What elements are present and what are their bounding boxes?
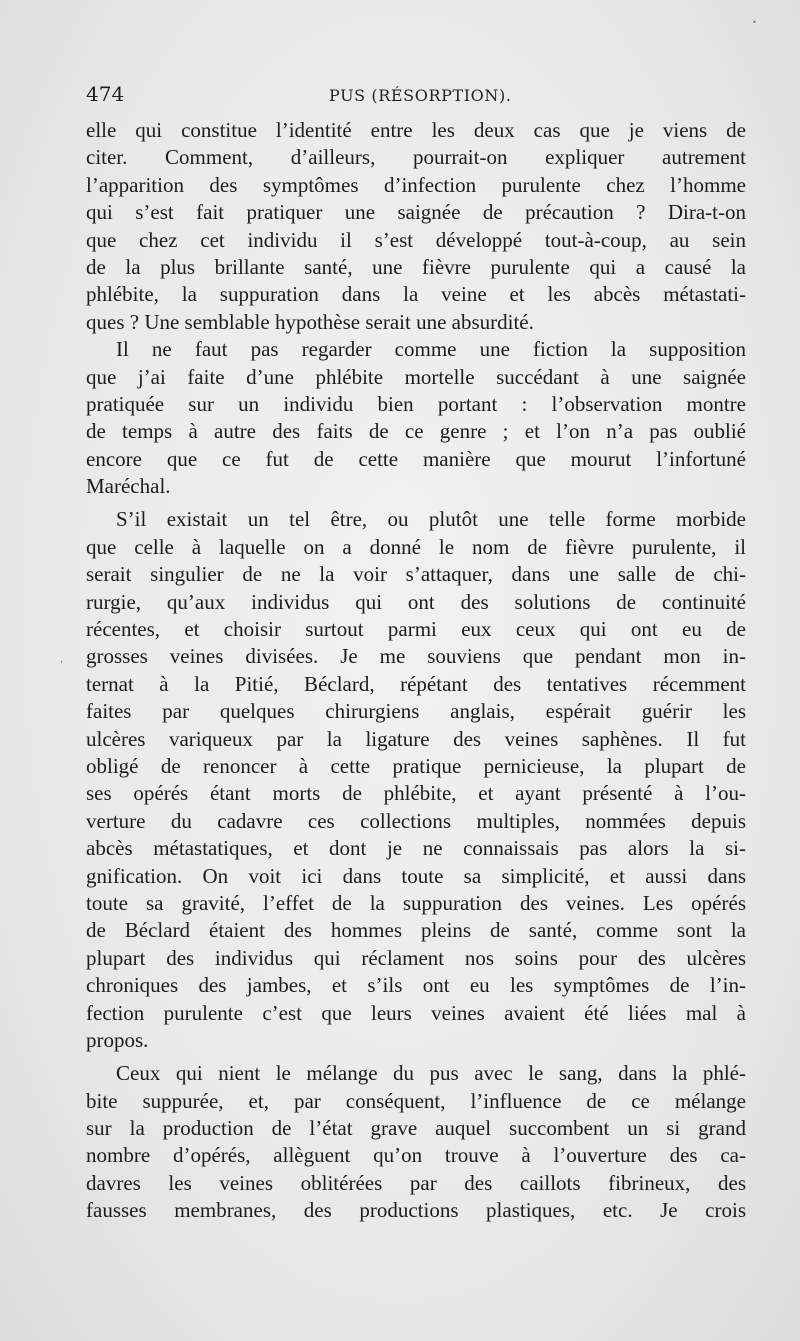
text-line: gnification. On voit ici dans toute sa simplicité, et aussi dans (86, 863, 746, 888)
text-line: fausses membranes, des productions plastiques, etc. Je crois (86, 1198, 746, 1223)
text-line: encore que ce fut de cette manière que mourut l’infortuné (86, 446, 746, 471)
paragraph (86, 336, 746, 500)
page-speck: • (752, 18, 757, 27)
text-line: pratiquée sur un individu bien portant : l’observation montre (86, 391, 746, 416)
text-line: obligé de renoncer à cette pratique pernicieuse, la plupart de (86, 753, 746, 778)
paragraph (86, 506, 746, 1054)
text-line: qui s’est fait pratiquer une saignée de précaution ? Dira-t-on (86, 200, 746, 225)
body-text (86, 117, 746, 1225)
page-header (86, 82, 746, 108)
text-line: ternat à la Pitié, Béclard, répétant des tentatives récemment (86, 671, 746, 696)
text-line: ses opérés étant morts de phlébite, et ayant présenté à l’ou- (86, 781, 746, 806)
text-line: grosses veines divisées. Je me souviens que pendant mon in- (86, 644, 746, 669)
text-line: plupart des individus qui réclament nos soins pour des ulcères (86, 945, 746, 970)
text-line: ulcères variqueux par la ligature des veines saphènes. Il fut (86, 726, 746, 751)
text-line: davres les veines oblitérées par des caillots fibrineux, des (86, 1170, 746, 1195)
text-line: propos. (86, 1027, 149, 1052)
text-line: sur la production de l’état grave auquel succombent un si grand (86, 1116, 746, 1141)
text-line: serait singulier de ne la voir s’attaquer, dans une salle de chi- (86, 562, 746, 587)
text-line: verture du cadavre ces collections multiples, nommées depuis (86, 808, 746, 833)
text-line: phlébite, la suppuration dans la veine et les abcès métastati- (86, 282, 746, 307)
text-line: que j’ai faite d’une phlébite mortelle succédant à une saignée (86, 364, 746, 389)
text-line: ques ? Une semblable hypothèse serait une absurdité. (86, 309, 534, 334)
text-line: de Béclard étaient des hommes pleins de santé, comme sont la (86, 918, 746, 943)
text-line: l’apparition des symptômes d’infection purulente chez l’homme (86, 172, 746, 197)
text-line: de la plus brillante santé, une fièvre purulente qui a causé la (86, 254, 746, 279)
text-line: chroniques des jambes, et s’ils ont eu les symptômes de l’in- (86, 973, 746, 998)
text-line: elle qui constitue l’identité entre les deux cas que je viens de (86, 118, 746, 142)
text-line: Maréchal. (86, 474, 171, 499)
page-number: 474 (86, 82, 125, 106)
text-line: fection purulente c’est que leurs veines avaient été liées mal à (86, 1000, 746, 1025)
text-line: rurgie, qu’aux individus qui ont des solutions de continuité (86, 589, 746, 614)
text-line: citer. Comment, d’ailleurs, pourrait-on expliquer autrement (86, 145, 746, 170)
text-line: bite suppurée, et, par conséquent, l’influence de ce mélange (86, 1088, 746, 1113)
paragraph (86, 117, 746, 336)
paragraph (86, 1060, 746, 1224)
text-line: abcès métastatiques, et dont je ne connaissais pas alors la si- (86, 836, 746, 861)
text-line: faites par quelques chirurgiens anglais, espérait guérir les (86, 699, 746, 724)
text-line: Ceux qui nient le mélange du pus avec le sang, dans la phlé- (116, 1061, 746, 1086)
text-line: toute sa gravité, l’effet de la suppuration des veines. Les opérés (86, 890, 746, 915)
text-line: récentes, et choisir surtout parmi eux ceux qui ont eu de (86, 617, 746, 642)
text-line: de temps à autre des faits de ce genre ; et l’on n’a pas oublié (86, 419, 746, 444)
text-line: Il ne faut pas regarder comme une fiction la supposition (116, 337, 746, 362)
text-line: S’il existait un tel être, ou plutôt une telle forme morbide (116, 507, 746, 532)
text-line: nombre d’opérés, allèguent qu’on trouve à l’ouverture des ca- (86, 1143, 746, 1168)
running-title: PUS (RÉSORPTION). (329, 86, 512, 105)
text-line: que chez cet individu il s’est développé tout-à-coup, au sein (86, 227, 746, 252)
page-speck: ʼ (60, 660, 64, 671)
text-line: que celle à laquelle on a donné le nom de fièvre purulente, il (86, 534, 746, 559)
